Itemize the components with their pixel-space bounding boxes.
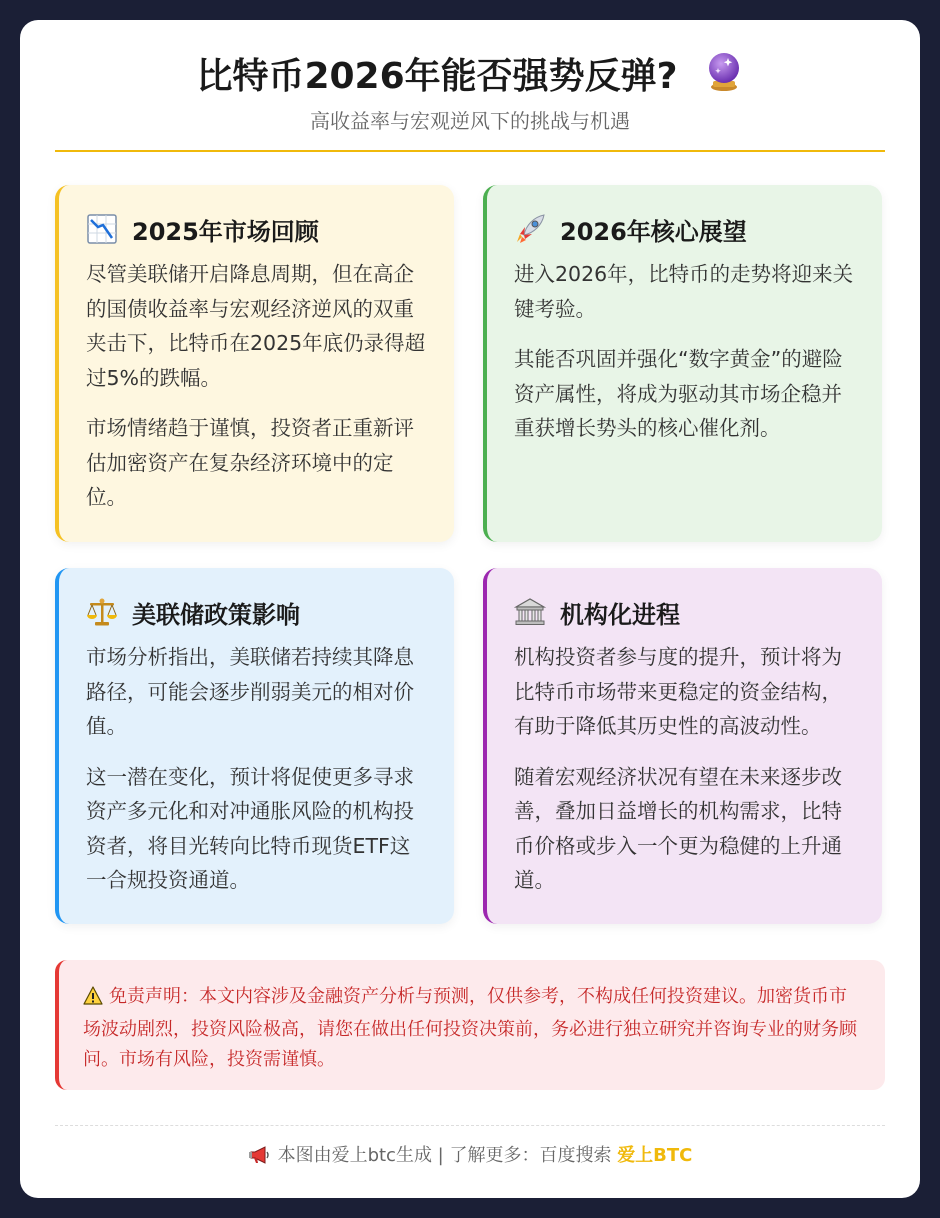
section-header	[514, 590, 858, 634]
crystal-ball-icon	[704, 50, 744, 106]
section-paragraph: 尽管美联储开启降息周期，但在高企的国债收益率与宏观经济逆风的双重夹击下，比特币在2025年底仍录得超过5%的跌幅。	[86, 262, 426, 390]
section-heading: 2026年核心展望	[560, 217, 747, 246]
section-paragraph: 市场情绪趋于谨慎，投资者正重新评估加密资产在复杂经济环境中的定位。	[86, 416, 414, 509]
section-paragraph: 随着宏观经济状况有望在未来逐步改善，叠加日益增长的机构需求，比特币价格或步入一个更为稳健的上升通道。	[514, 764, 842, 892]
footer	[55, 1125, 885, 1186]
chart-decreasing-icon	[86, 213, 118, 245]
section-header	[86, 207, 430, 251]
section-institutionalization	[483, 568, 882, 924]
footer-brand-link[interactable]: 爱上BTC	[617, 1145, 693, 1166]
section-paragraph: 进入2026年，比特币的走势将迎来关键考验。	[514, 262, 854, 321]
section-header	[86, 590, 430, 634]
section-paragraph: 其能否巩固并强化“数字黄金”的避险资产属性，将成为驱动其市场企稳并重获增长势头的核心催化剂。	[514, 347, 843, 440]
section-header	[514, 207, 858, 251]
balance-scale-icon	[86, 596, 118, 628]
page-subtitle: 高收益率与宏观逆风下的挑战与机遇	[310, 109, 630, 133]
disclaimer-box	[55, 960, 885, 1090]
section-market-review	[55, 185, 454, 542]
disclaimer-text: 免责声明：本文内容涉及金融资产分析与预测，仅供参考，不构成任何投资建议。加密货币市场波动剧烈，投资风险极高，请您在做出任何投资决策前，务必进行独立研究并咨询专业的财务顾问。市场有风险，投资需谨慎。	[83, 986, 857, 1070]
classical-building-icon	[514, 596, 546, 628]
page-header	[55, 50, 885, 152]
section-heading: 机构化进程	[560, 600, 680, 629]
section-fed-policy	[55, 568, 454, 924]
section-heading: 2025年市场回顾	[132, 217, 319, 246]
section-outlook	[483, 185, 882, 542]
section-paragraph: 市场分析指出，美联储若持续其降息路径，可能会逐步削弱美元的相对价值。	[86, 645, 414, 738]
section-paragraph: 机构投资者参与度的提升，预计将为比特币市场带来更稳定的资金结构，有助于降低其历史性的高波动性。	[514, 645, 842, 738]
section-heading: 美联储政策影响	[132, 600, 300, 629]
content-card	[20, 20, 920, 1198]
megaphone-icon	[248, 1129, 272, 1189]
rocket-icon	[514, 213, 546, 245]
page-title: 比特币2026年能否强势反弹?	[55, 50, 885, 106]
section-paragraph: 这一潜在变化，预计将促使更多寻求资产多元化和对冲通胀风险的机构投资者，将目光转向比特币现货ETF这一合规投资通道。	[86, 764, 414, 892]
warning-icon	[83, 985, 103, 1015]
footer-text: 本图由爱上btc生成 | 了解更多：百度搜索	[277, 1145, 618, 1166]
